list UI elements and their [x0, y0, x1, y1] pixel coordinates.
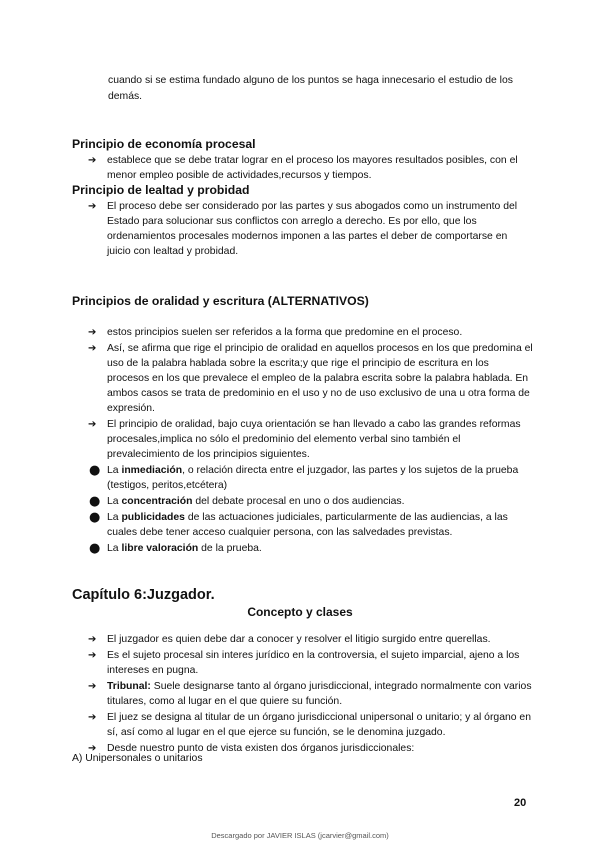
arrow-bullet-icon: ➔	[88, 343, 97, 354]
arrow-bullet-icon: ➔	[88, 155, 97, 166]
plain-line: A) Unipersonales o unitarios	[72, 753, 203, 764]
chapter-list	[88, 632, 533, 757]
section-title-oralidad: Principios de oralidad y escritura (ALTERNATIVOS)	[72, 294, 369, 308]
arrow-bullet-icon: ➔	[88, 634, 97, 645]
lealtad-list	[88, 199, 533, 260]
list-item: ➔ Desde nuestro punto de vista existen dos órganos jurisdiccionales:	[88, 743, 415, 754]
continuation-paragraph: cuando si se estima fundado alguno de los puntos se haga innecesario el estudio de los demás.	[108, 75, 513, 102]
page-number: 20	[514, 797, 527, 809]
arrow-bullet-icon: ➔	[88, 743, 97, 754]
list-item: ● La publicidades de las actuaciones judiciales, particularmente de las audiencias, a las cuales debe tener acceso cualquier persona, con las salvedades previstas.	[89, 510, 508, 538]
section-title-economia: Principio de economía procesal	[72, 137, 256, 151]
arrow-bullet-icon: ➔	[88, 201, 97, 212]
list-item: ➔ establece que se debe tratar lograr en el proceso los mayores resultados posibles, con el menor empleo posible de actividades,recursos y tiempos.	[88, 155, 518, 181]
list-item: ➔ El proceso debe ser considerado por las partes y sus abogados como un instrumento del Estado para solucionar sus conflictos con arreglo a derecho. Es por ello, que los ordenamientos procesales modernos imponen a las partes el deber de comportarse en juicio con lealtad y probidad.	[88, 201, 518, 257]
download-footer: Descargado por JAVIER ISLAS (jcarvier@gmail.com)	[211, 831, 389, 840]
list-item: ● La inmediación, o relación directa entre el juzgador, las partes y los sujetos de la prueba (testigos, peritos,etcétera)	[89, 463, 519, 491]
list-item: ➔ El juez se designa al titular de un órgano jurisdiccional unipersonal o unitario; y al órgano en sí, así como al lugar en el que ejerce su función, se le denomina juzgado.	[88, 712, 531, 738]
arrow-bullet-icon: ➔	[88, 327, 97, 338]
list-item: ➔ estos principios suelen ser referidos a la forma que predomine en el proceso.	[88, 327, 463, 338]
list-item: ● La libre valoración de la prueba.	[89, 541, 262, 556]
economia-list	[88, 153, 533, 184]
list-item: ● La concentración del debate procesal en uno o dos audiencias.	[89, 494, 405, 509]
list-item: ➔ Tribunal: Suele designarse tanto al órgano jurisdiccional, integrado normalmente con varios titulares, como al lugar en el que quiere su función.	[88, 681, 532, 707]
arrow-bullet-icon: ➔	[88, 419, 97, 430]
section-title-lealtad: Principio de lealtad y probidad	[72, 183, 250, 197]
round-bullet-icon: ●	[89, 463, 101, 478]
arrow-bullet-icon: ➔	[88, 681, 97, 692]
arrow-bullet-icon: ➔	[88, 712, 97, 723]
round-bullet-icon: ●	[89, 494, 101, 509]
chapter-subtitle: Concepto y clases	[247, 605, 353, 619]
oralidad-list	[88, 325, 533, 557]
chapter-title: Capítulo 6:Juzgador.	[72, 587, 215, 603]
round-bullet-icon: ●	[89, 510, 101, 525]
list-item: ➔ El juzgador es quien debe dar a conocer y resolver el litigio surgido entre querellas.	[88, 634, 491, 645]
round-bullet-icon: ●	[89, 541, 101, 556]
arrow-bullet-icon: ➔	[88, 650, 97, 661]
list-item: ➔ Es el sujeto procesal sin interes jurídico en la controversia, el sujeto imparcial, ajeno a los intereses en pugna.	[88, 650, 520, 676]
list-item: ➔ El principio de oralidad, bajo cuya orientación se han llevado a cabo las grandes reformas procesales,implica no sólo el predominio del elemento verbal sino también el prevalecimiento de los principios siguientes.	[88, 419, 521, 460]
list-item: ➔ Así, se afirma que rige el principio de oralidad en aquellos procesos en los que predomina el uso de la palabra hablada sobre la escrita;y que rige el principio de escritura en los procesos en los que prevalece el empleo de la palabra escrita sobre la palabra hablada. En ambos casos se trata de predominio en el uso y no de uso exclusivo de una u otra forma de expresión.	[88, 343, 533, 414]
